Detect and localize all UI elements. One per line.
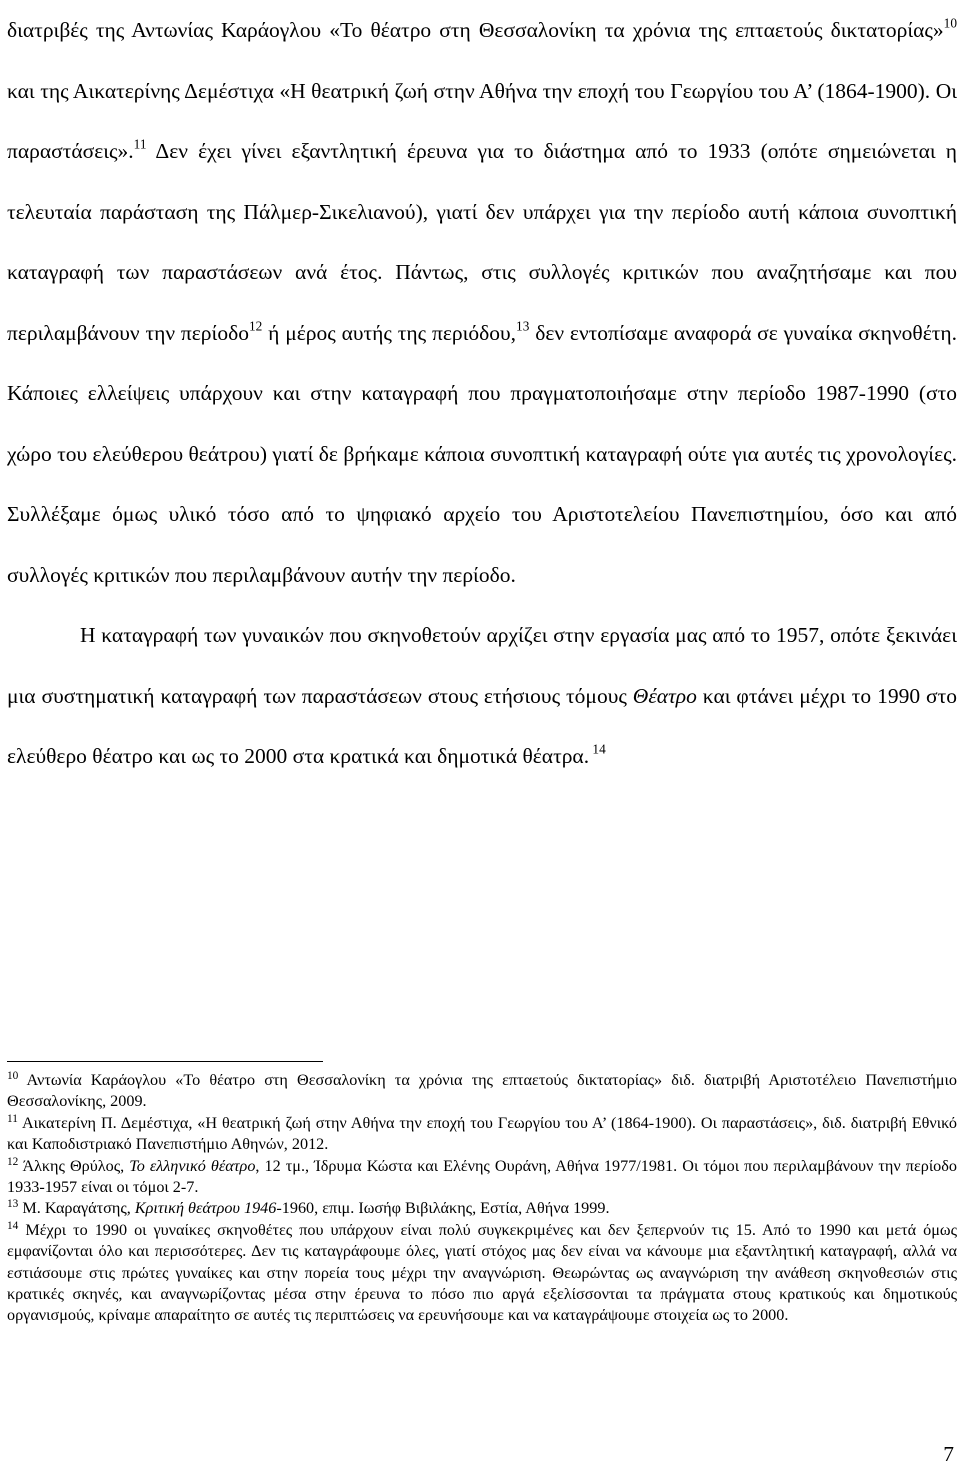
footnote-13 [7,1198,957,1219]
footnote-ref-10[interactable]: 10 [943,15,957,31]
footnote-11 [7,1113,957,1156]
footnote-number: 12 [7,1155,19,1168]
footnote-text: Αντωνία Καράογλου «Το θέατρο στη Θεσσαλονίκη τα χρόνια της επταετούς δικτατορίας» διδ. διατριβή Αριστοτέλειο Πανεπιστήμιο Θεσσαλονίκης, 2009. [7,1071,957,1111]
paragraph-2 [7,605,957,787]
footnote-number: 14 [7,1219,19,1232]
footnote-10 [7,1070,957,1113]
footnotes [7,1070,957,1327]
footnote-text: Άλκης Θρύλος, [18,1156,130,1175]
body-text [7,0,957,787]
footnote-ref-13[interactable]: 13 [516,318,530,334]
paragraph-1-text-e: δεν εντοπίσαμε αναφορά σε γυναίκα σκηνοθέτη. Κάποιες ελλείψεις υπάρχουν και στην καταγραφή που πραγματοποιήσαμε στην περίοδο 1987-1990 (στο χώρο του ελεύθερου θεάτρου) γιατί δε βρήκαμε κάποια συνοπτική καταγραφή ούτε για αυτές τις χρονολογίες. Συλλέξαμε όμως υλικό τόσο από το ψηφιακό αρχείο του Αριστοτελείου Πανεπιστημίου, όσο και από συλλογές κριτικών που περιλαμβάνουν αυτήν την περίοδο. [7,320,958,587]
book-title: Κριτική θεάτρου 1946 [134,1199,277,1218]
footnote-ref-12[interactable]: 12 [248,318,263,334]
footnote-12 [7,1156,957,1199]
paragraph-1-text-b: και της Αικατερίνης Δεμέστιχα «Η θεατρική ζωή στην Αθήνα την εποχή του Γεωργίου του Α’ (1864-1900). Οι παραστάσεις». [7,78,957,163]
footnote-text: Αικατερίνη Π. Δεμέστιχα, «Η θεατρική ζωή στην Αθήνα την εποχή του Γεωργίου του Α’ (1864-1900). Οι παραστάσεις», διδ. διατριβή Εθνικό και Καποδιστριακό Πανεπιστήμιο Αθηνών, 2012. [7,1113,957,1154]
journal-title: Θέατρο [632,683,697,708]
footnote-ref-11[interactable]: 11 [133,136,147,152]
footnote-text: Μέχρι το 1990 οι γυναίκες σκηνοθέτες που υπάρχουν είναι πολύ συγκεκριμένες και δεν ξεπερνούν τις 15. Από το 1990 και μετά όμως εμφανίζονται όλο και περισσότερες. Δεν τις καταγράφουμε όλες, γιατί στόχος μας δεν είναι να κάνουμε μια εξαντλητική καταγραφή, αλλά να εστιάσουμε στις πρώτες γυναίκες και στην πορεία τους μέχρι την αναγνώριση. Θεωρώντας ως αναγνώριση την ανάθεση σκηνοθεσιών στις κρατικές σκηνές, και αναγνωρίζοντας μέσα στην έρευνα το πόσο πιο αργά εξελίσσονται τα πράγματα στους κρατικούς και δημοτικούς οργανισμούς, κρίναμε απαραίτητο σε αυτές τις περιπτώσεις να ερευνήσουμε και να καταγράψουμε στοιχεία ως το 2000. [7,1220,957,1325]
footnote-text: , 12 τμ., Ίδρυμα Κώστα και Ελένης Ουράνη, Αθήνα 1977/1981. Οι τόμοι που περιλαμβάνουν την περίοδο 1933-1957 είναι οι τόμοι 2-7. [7,1156,957,1197]
footnote-number: 11 [7,1112,18,1125]
footnote-number: 10 [7,1069,19,1082]
footnote-text: -1960, επιμ. Ιωσήφ Βιβιλάκης, Εστία, Αθήνα 1999. [276,1199,610,1218]
paragraph-1-text-d: ή μέρος αυτής της περιόδου, [262,320,517,345]
paragraph-2-text-b: και φτάνει μέχρι το 1990 στο ελεύθερο θέατρο και ως το 2000 στα κρατικά και δημοτικά θέατρα. [7,683,957,768]
footnote-ref-14[interactable]: 14 [589,741,606,757]
footnote-number: 13 [7,1198,19,1211]
book-title: Το ελληνικό θέατρο [129,1156,256,1175]
paragraph-2-text-a: Η καταγραφή των γυναικών που σκηνοθετούν αρχίζει στην εργασία μας από το 1957, οπότε ξεκινάει μια συστηματική καταγραφή των παραστάσεων στους ετήσιους τόμους [7,623,957,708]
paragraph-1-text-c: Δεν έχει γίνει εξαντλητική έρευνα για το διάστημα από το 1933 (οπότε σημειώνεται η τελευταία παράσταση της Πάλμερ-Σικελιανού), γιατί δεν υπάρχει για την περίοδο αυτή κάποια συνοπτική καταγραφή των παραστάσεων ανά έτος. Πάντως, στις συλλογές κριτικών που αναζητήσαμε και που περιλαμβάνουν την περίοδο [7,139,957,345]
paragraph-1 [7,0,957,605]
page-number: 7 [943,1442,954,1466]
paragraph-1-text-a: διατριβές της Αντωνίας Καράογλου «Το θέατρο στη Θεσσαλονίκη τα χρόνια της επταετούς δικτατορίας» [7,18,944,42]
footnote-text: Μ. Καραγάτσης, [18,1199,135,1218]
footnote-separator [7,1061,323,1062]
footnote-14 [7,1220,957,1327]
